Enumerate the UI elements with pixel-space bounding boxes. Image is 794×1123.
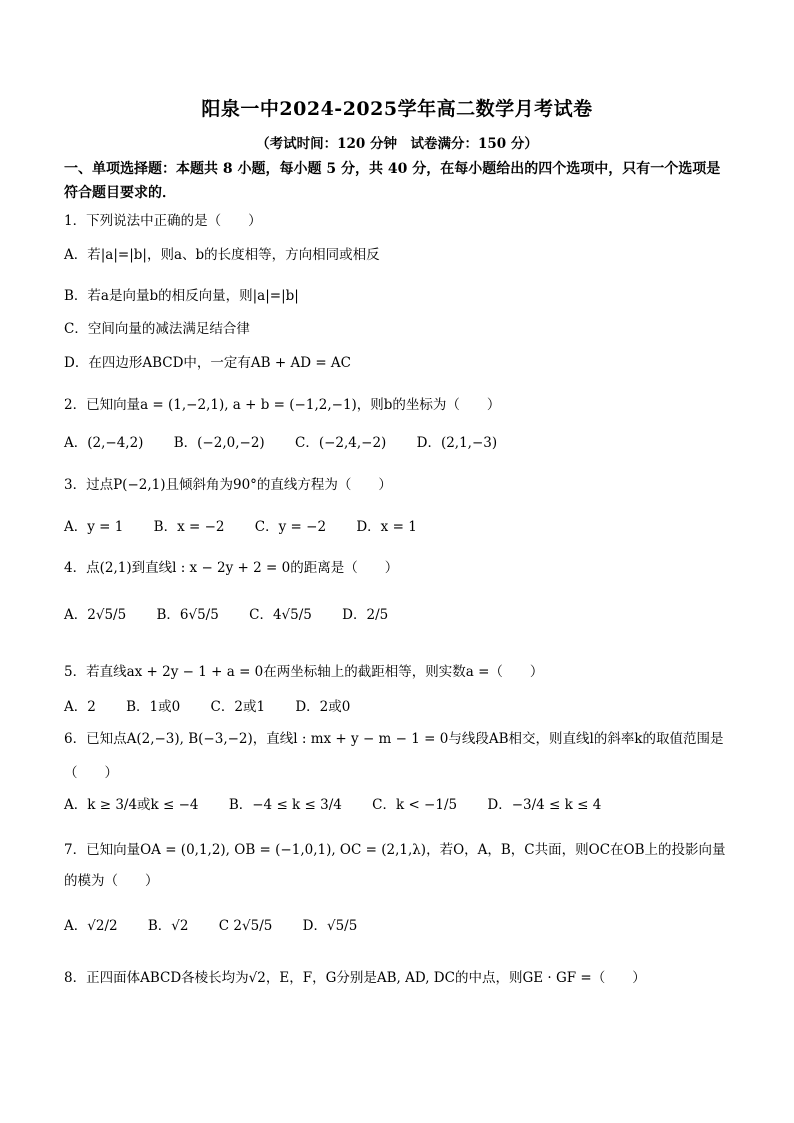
question-2-option-b: B．(−2,0,−2) xyxy=(173,435,265,451)
question-4-option-d: D．2/5 xyxy=(342,607,389,623)
question-5-option-b: B．1或0 xyxy=(126,699,181,715)
question-8-stem: 8．正四面体ABCD各棱长均为√2，E，F，G分别是AB, AD, DC的中点，则GE · GF =（ ） xyxy=(64,970,646,986)
question-5-option-c: C．2或1 xyxy=(210,699,266,715)
exam-subtitle: （考试时间：120 分钟 试卷满分：150 分） xyxy=(256,136,538,152)
question-6-stem-cont: （ ） xyxy=(64,765,118,781)
question-1-option-a: A．若|a|=|b|，则a、b的长度相等，方向相同或相反 xyxy=(64,247,380,263)
question-7-option-a: A．√2/2 xyxy=(64,918,118,934)
question-7-stem-cont: 的模为（ ） xyxy=(64,873,159,889)
question-7-stem: 7．已知向量OA = (0,1,2), OB = (−1,0,1), OC = (2,1,λ)，若O，A，B，C共面，则OC在OB上的投影向量 xyxy=(64,842,726,858)
question-2-option-a: A．(2,−4,2) xyxy=(64,435,144,451)
question-2-option-d: D．(2,1,−3) xyxy=(416,435,498,451)
question-4-options xyxy=(64,603,388,623)
question-3-option-d: D．x = 1 xyxy=(356,519,417,535)
question-2-options xyxy=(64,431,497,451)
question-3-stem: 3．过点P(−2,1)且倾斜角为90°的直线方程为（ ） xyxy=(64,477,392,493)
question-6-option-d: D．−3/4 ≤ k ≤ 4 xyxy=(487,797,602,813)
question-6-option-a: A．k ≥ 3/4或k ≤ −4 xyxy=(64,797,199,813)
question-6-option-b: B．−4 ≤ k ≤ 3/4 xyxy=(228,797,342,813)
exam-title: 阳泉一中2024-2025学年高二数学月考试卷 xyxy=(201,98,593,120)
question-3-option-c: C．y = −2 xyxy=(254,519,327,535)
question-6-option-c: C．k < −1/5 xyxy=(372,797,458,813)
question-6-options xyxy=(64,793,601,813)
question-7-option-b: B．√2 xyxy=(147,918,189,934)
question-7-option-d: D．√5/5 xyxy=(302,918,358,934)
question-4-stem: 4．点(2,1)到直线l : x − 2y + 2 = 0的距离是（ ） xyxy=(64,560,399,576)
question-3-option-b: B．x = −2 xyxy=(153,519,225,535)
question-5-options xyxy=(64,695,350,715)
question-5-stem: 5．若直线ax + 2y − 1 + a = 0在两坐标轴上的截距相等，则实数a =（ ） xyxy=(64,664,544,680)
question-7-option-c: C 2√5/5 xyxy=(218,918,273,934)
question-5-option-d: D．2或0 xyxy=(295,699,351,715)
section-heading: 一、单项选择题：本题共 8 小题，每小题 5 分，共 40 分，在每小题给出的四个选项中，只有一个选项是符合题目要求的． xyxy=(64,161,721,201)
question-4-option-b: B．6√5/5 xyxy=(156,607,219,623)
question-3-options xyxy=(64,515,417,535)
question-1-option-d: D．在四边形ABCD中，一定有AB + AD = AC xyxy=(64,355,352,371)
question-2-option-c: C．(−2,4,−2) xyxy=(294,435,387,451)
question-4-option-a: A．2√5/5 xyxy=(64,607,127,623)
question-7-options xyxy=(64,914,357,934)
question-2-stem: 2．已知向量a = (1,−2,1), a + b = (−1,2,−1)，则b的坐标为（ ） xyxy=(64,397,501,413)
question-5-option-a: A．2 xyxy=(64,699,96,715)
question-3-option-a: A．y = 1 xyxy=(64,519,124,535)
question-1-option-c: C．空间向量的减法满足结合律 xyxy=(64,321,250,337)
question-4-option-c: C．4√5/5 xyxy=(249,607,312,623)
question-1-stem: 1．下列说法中正确的是（ ） xyxy=(64,213,262,229)
question-1-option-b: B．若a是向量b的相反向量，则|a|=|b| xyxy=(64,288,299,304)
question-6-stem: 6．已知点A(2,−3), B(−3,−2)，直线l : mx + y − m − 1 = 0与线段AB相交，则直线l的斜率k的取值范围是 xyxy=(64,731,724,747)
